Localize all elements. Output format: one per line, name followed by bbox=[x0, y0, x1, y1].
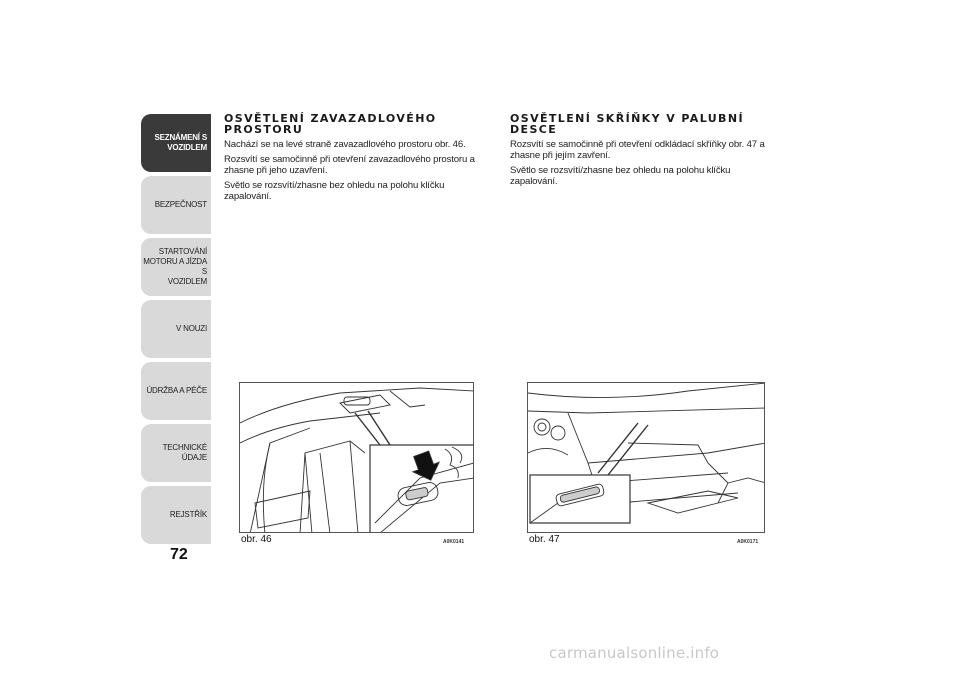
tab-technicke-udaje[interactable] bbox=[141, 424, 211, 482]
trunk-illustration bbox=[239, 382, 474, 533]
paragraph: Rozsvítí se samočinně při otevření zavazadlového prostoru a zhasne při jeho uzavření. bbox=[224, 154, 475, 176]
tab-startovani[interactable] bbox=[141, 238, 211, 296]
figure-label: obr. 46 bbox=[241, 534, 272, 545]
heading-line: DESCE bbox=[510, 123, 558, 136]
tab-label: BEZPEČNOST bbox=[154, 200, 207, 209]
section-glovebox-light bbox=[510, 113, 778, 187]
heading-line: OSVĚTLENÍ ZAVAZADLOVÉHO bbox=[224, 112, 437, 125]
watermark: carmanualsonline.info bbox=[549, 644, 720, 662]
section-heading bbox=[510, 113, 778, 135]
heading-line: OSVĚTLENÍ SKŘÍŇKY V PALUBNÍ bbox=[510, 112, 744, 125]
figure-47 bbox=[527, 382, 765, 547]
figure-code: A0K0141 bbox=[443, 539, 465, 545]
tab-bezpecnost[interactable] bbox=[141, 176, 211, 234]
paragraph: Nachází se na levé straně zavazadlového prostoru obr. 46. bbox=[224, 139, 466, 150]
figure-46 bbox=[239, 382, 474, 547]
figure-code: A0K0171 bbox=[737, 539, 759, 545]
tab-label: STARTOVÁNÍ MOTORU A JÍZDA S VOZIDLEM bbox=[143, 247, 207, 286]
tab-label: SEZNÁMENÍ S VOZIDLEM bbox=[154, 133, 207, 152]
tab-label: REJSTŘÍK bbox=[169, 510, 207, 519]
tab-label: ÚDRŽBA A PÉČE bbox=[146, 386, 207, 395]
paragraph: Světlo se rozsvítí/zhasne bez ohledu na polohu klíčku zapalování. bbox=[224, 180, 445, 202]
paragraph: Rozsvítí se samočinně při otevření odkládací skříňky obr. 47 a zhasne při jejím zavření. bbox=[510, 139, 765, 161]
tab-rejstrik[interactable] bbox=[141, 486, 211, 544]
paragraph: Světlo se rozsvítí/zhasne bez ohledu na polohu klíčku zapalování. bbox=[510, 165, 731, 187]
tab-v-nouzi[interactable] bbox=[141, 300, 211, 358]
tab-seznameni-s-vozidlem[interactable] bbox=[141, 114, 211, 172]
tab-label: TECHNICKÉ ÚDAJE bbox=[162, 443, 207, 462]
tab-udrzba-a-pece[interactable] bbox=[141, 362, 211, 420]
section-trunk-light bbox=[224, 113, 492, 202]
page-number: 72 bbox=[170, 546, 188, 563]
heading-line: PROSTORU bbox=[224, 123, 304, 136]
glovebox-illustration bbox=[527, 382, 765, 533]
section-heading bbox=[224, 113, 492, 135]
figure-label: obr. 47 bbox=[529, 534, 560, 545]
tab-label: V NOUZI bbox=[175, 324, 207, 333]
